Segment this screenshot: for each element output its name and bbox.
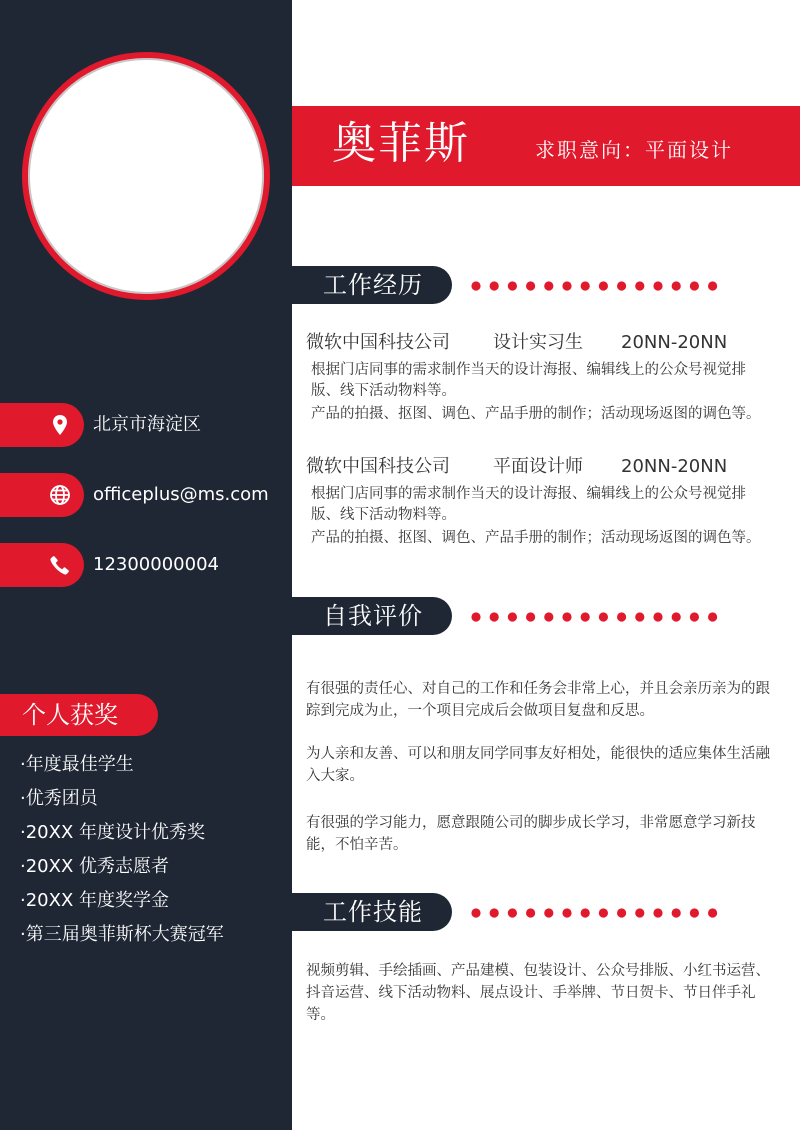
- divider-dot: [690, 281, 699, 290]
- section-self-eval-title: 自我评价: [323, 602, 423, 630]
- award-item: ·20XX 年度设计优秀奖: [20, 822, 206, 843]
- awards-title: 个人获奖: [22, 701, 118, 729]
- section-work-title: 工作经历: [323, 271, 423, 299]
- divider-dot: [544, 281, 553, 290]
- divider-dot: [672, 908, 681, 917]
- divider-dot: [653, 281, 662, 290]
- awards-list: [20, 748, 224, 952]
- job-period: 20NN-20NN: [621, 456, 728, 477]
- job-description: 产品的拍摄、抠图、调色、产品手册的制作；活动现场返图的调色等。: [311, 530, 761, 546]
- job-description: 根据门店同事的需求制作当天的设计海报、编辑线上的公众号视觉排版、线下活动物料等。: [311, 486, 746, 523]
- dot-divider: [470, 611, 720, 623]
- divider-dot: [562, 908, 571, 917]
- award-item: ·20XX 优秀志愿者: [20, 856, 170, 877]
- job-company: 微软中国科技公司: [306, 456, 450, 477]
- self-eval-paragraph: 有很强的学习能力，愿意跟随公司的脚步成长学习，非常愿意学习新技能，不怕辛苦。: [306, 815, 756, 853]
- divider-dot: [508, 908, 517, 917]
- divider-dot: [672, 612, 681, 621]
- divider-dot: [490, 281, 499, 290]
- award-item: ·年度最佳学生: [20, 754, 134, 775]
- divider-dot: [526, 612, 535, 621]
- divider-dot: [471, 281, 480, 290]
- job-description: 根据门店同事的需求制作当天的设计海报、编辑线上的公众号视觉排版、线下活动物料等。: [311, 362, 746, 399]
- award-item: ·优秀团员: [20, 788, 98, 809]
- divider-dot: [599, 908, 608, 917]
- awards-header: [0, 694, 158, 736]
- profile-photo[interactable]: [22, 52, 270, 300]
- contact-email: [0, 473, 292, 517]
- award-item: ·第三届奥菲斯杯大赛冠军: [20, 924, 224, 945]
- divider-dot: [544, 908, 553, 917]
- contact-phone: [0, 543, 292, 587]
- divider-dot: [635, 612, 644, 621]
- globe-icon: [48, 483, 72, 507]
- job-company: 微软中国科技公司: [306, 332, 450, 353]
- self-eval-paragraph: 有很强的责任心、对自己的工作和任务会非常上心，并且会亲历亲为的跟踪到完成为止，一个项目完成后会做项目复盘和反思。: [306, 681, 770, 719]
- contact-email-text[interactable]: officeplus@ms.com: [93, 484, 269, 505]
- divider-dot: [471, 908, 480, 917]
- divider-dot: [617, 612, 626, 621]
- location-pin-icon: [48, 413, 72, 437]
- divider-dot: [490, 612, 499, 621]
- divider-dot: [653, 908, 662, 917]
- divider-dot: [708, 281, 717, 290]
- name-banner: [292, 106, 800, 186]
- divider-dot: [690, 612, 699, 621]
- contact-phone-text: 12300000004: [93, 554, 219, 575]
- award-item: ·20XX 年度奖学金: [20, 890, 170, 911]
- divider-dot: [490, 908, 499, 917]
- contact-address-text: 北京市海淀区: [93, 414, 201, 435]
- skills-text: 视频剪辑、手绘插画、产品建模、包装设计、公众号排版、小红书运营、抖音运营、线下活动物料、展点设计、手举牌、节日贺卡、节日伴手礼等。: [306, 963, 770, 1023]
- divider-dot: [599, 281, 608, 290]
- contact-address: [0, 403, 292, 447]
- section-skills-title: 工作技能: [323, 898, 423, 926]
- job-intent: 求职意向：平面设计: [535, 138, 733, 162]
- divider-dot: [526, 908, 535, 917]
- dot-divider: [470, 907, 720, 919]
- divider-dot: [653, 612, 662, 621]
- divider-dot: [562, 612, 571, 621]
- divider-dot: [635, 281, 644, 290]
- divider-dot: [581, 281, 590, 290]
- section-skills-header: [292, 893, 800, 931]
- divider-dot: [562, 281, 571, 290]
- divider-dot: [581, 612, 590, 621]
- divider-dot: [708, 908, 717, 917]
- divider-dot: [508, 281, 517, 290]
- divider-dot: [617, 908, 626, 917]
- divider-dot: [471, 612, 480, 621]
- divider-dot: [690, 908, 699, 917]
- divider-dot: [672, 281, 681, 290]
- self-eval-paragraph: 为人亲和友善、可以和朋友同学同事友好相处，能很快的适应集体生活融入大家。: [306, 746, 770, 784]
- divider-dot: [526, 281, 535, 290]
- divider-dot: [544, 612, 553, 621]
- job-description: 产品的拍摄、抠图、调色、产品手册的制作；活动现场返图的调色等。: [311, 406, 761, 422]
- job-role: 设计实习生: [493, 332, 583, 353]
- phone-icon: [48, 553, 72, 577]
- divider-dot: [708, 612, 717, 621]
- dot-divider: [470, 280, 720, 292]
- candidate-name: 奥菲斯: [332, 118, 470, 169]
- divider-dot: [581, 908, 590, 917]
- section-work-header: [292, 266, 800, 304]
- divider-dot: [599, 612, 608, 621]
- divider-dot: [635, 908, 644, 917]
- divider-dot: [508, 612, 517, 621]
- section-self-eval-header: [292, 597, 800, 635]
- divider-dot: [617, 281, 626, 290]
- job-role: 平面设计师: [493, 456, 583, 477]
- job-period: 20NN-20NN: [621, 332, 728, 353]
